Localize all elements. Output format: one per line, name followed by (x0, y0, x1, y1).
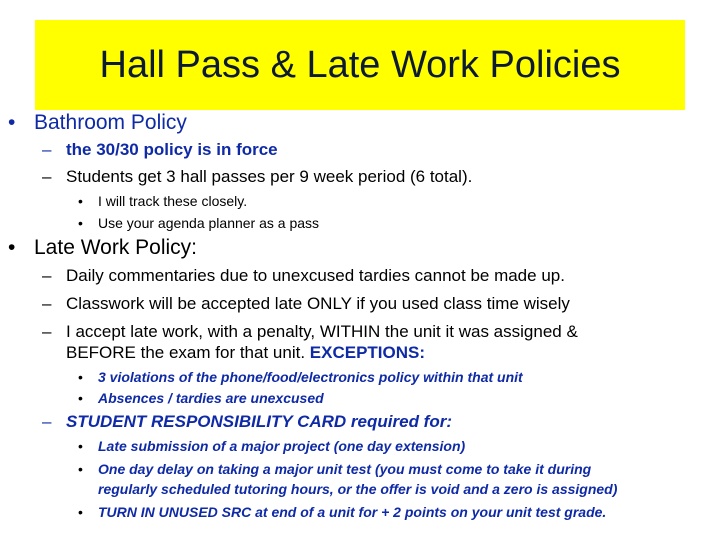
src-item-3-line (78, 504, 606, 520)
src-item-1-line (78, 438, 465, 454)
dash-icon: – (42, 294, 52, 313)
exception-2: Absences / tardies are unexcused (98, 390, 324, 406)
exception-2-line (78, 390, 324, 406)
page-title: Hall Pass & Late Work Policies (99, 43, 621, 86)
bullet-icon: • (8, 111, 16, 134)
bathroom-rule: the 30/30 policy is in force (66, 140, 278, 159)
latework-item-1: Daily commentaries due to unexcused tardies cannot be made up. (66, 266, 565, 285)
bullet-icon: • (8, 236, 16, 259)
dash-icon: – (42, 266, 52, 285)
src-heading: STUDENT RESPONSIBILITY CARD required for: (66, 412, 452, 431)
latework-item-3: I accept late work, with a penalty, WITHIN the unit it was assigned & (66, 322, 578, 341)
src-item-2-cont-line (98, 481, 617, 497)
bathroom-passes: Students get 3 hall passes per 9 week period (6 total). (66, 167, 473, 186)
latework-item-2-line (42, 294, 570, 314)
exceptions-label: EXCEPTIONS: (309, 343, 426, 362)
dash-icon: – (42, 322, 52, 341)
latework-heading: Late Work Policy: (34, 236, 198, 259)
latework-item-3-line (42, 322, 578, 342)
bullet-icon: • (78, 369, 83, 385)
src-item-2: One day delay on taking a major unit test (you must come to take it during (98, 461, 592, 477)
bathroom-heading: Bathroom Policy (34, 111, 187, 134)
latework-item-3-cont-line (66, 343, 425, 363)
latework-heading-line (8, 236, 197, 260)
dash-icon: – (42, 167, 52, 186)
bathroom-sub-2-line (78, 215, 319, 231)
bathroom-passes-line (42, 167, 472, 187)
src-item-2-cont: regularly scheduled tutoring hours, or the offer is void and a zero is assigned) (98, 481, 618, 497)
dash-icon: – (42, 140, 52, 159)
bullet-icon: • (78, 215, 83, 231)
src-item-1: Late submission of a major project (one day extension) (98, 438, 466, 454)
bullet-icon: • (78, 390, 83, 406)
exception-1: 3 violations of the phone/food/electronics policy within that unit (98, 369, 523, 385)
src-item-3: TURN IN UNUSED SRC at end of a unit for + 2 points on your unit test grade. (98, 504, 607, 520)
dash-icon: – (42, 412, 52, 431)
bullet-icon: • (78, 438, 83, 454)
bathroom-sub-2: Use your agenda planner as a pass (98, 215, 320, 231)
exception-1-line (78, 369, 523, 385)
bullet-icon: • (78, 504, 83, 520)
src-item-2-line (78, 461, 591, 477)
bullet-icon: • (78, 461, 83, 477)
bathroom-heading-line (8, 111, 187, 135)
latework-item-1-line (42, 266, 565, 286)
src-heading-line (42, 412, 452, 432)
bathroom-sub-1: I will track these closely. (98, 193, 248, 209)
bathroom-sub-1-line (78, 193, 247, 209)
bullet-icon: • (78, 193, 83, 209)
bathroom-rule-line (42, 140, 278, 160)
latework-item-2: Classwork will be accepted late ONLY if you used class time wisely (66, 294, 570, 313)
latework-item-3-cont: BEFORE the exam for that unit. (66, 343, 306, 362)
